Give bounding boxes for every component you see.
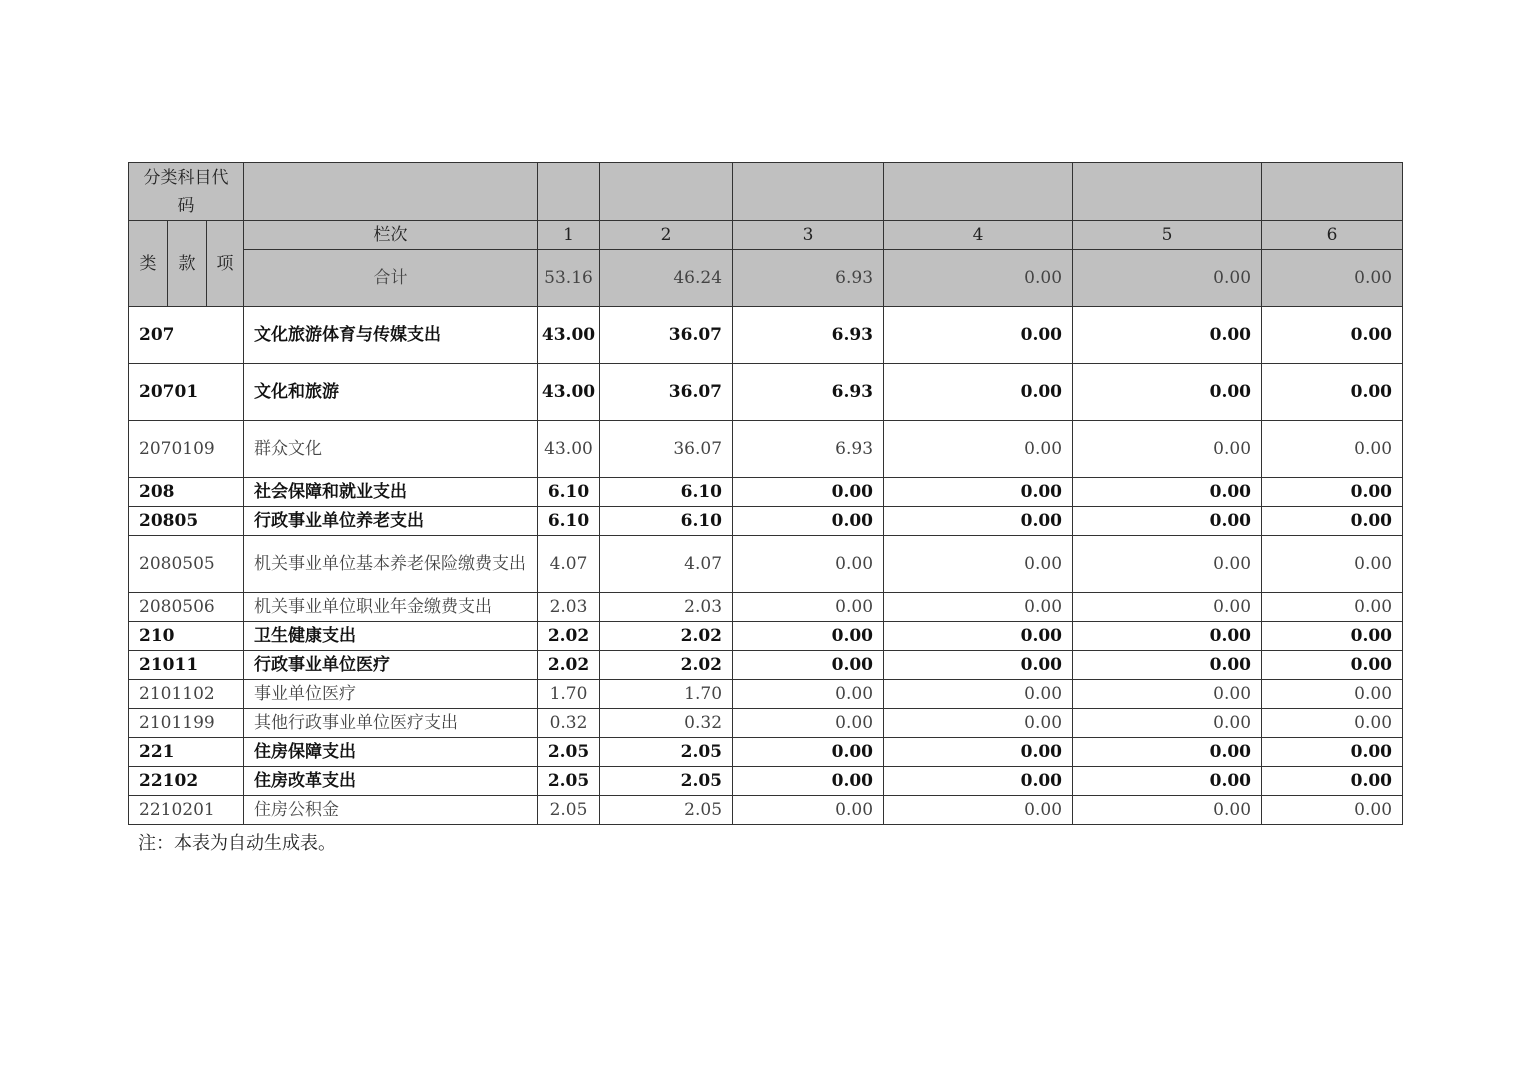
amount-cell: 36.07 [600, 421, 733, 478]
subject-code: 2101199 [129, 709, 244, 738]
amount-cell: 0.00 [1262, 364, 1403, 421]
amount-cell: 0.00 [733, 536, 884, 593]
subject-name: 行政事业单位医疗 [244, 651, 538, 680]
column-number: 2 [600, 221, 733, 250]
table-row [129, 593, 1403, 622]
amount-cell: 2.05 [600, 767, 733, 796]
subject-code: 2080505 [129, 536, 244, 593]
amount-cell: 2.02 [600, 651, 733, 680]
amount-cell: 0.00 [733, 651, 884, 680]
amount-cell: 4.07 [600, 536, 733, 593]
amount-cell: 0.00 [733, 680, 884, 709]
subject-name: 文化旅游体育与传媒支出 [244, 307, 538, 364]
amount-cell: 6.10 [600, 507, 733, 536]
amount-cell: 2.05 [538, 767, 600, 796]
amount-cell: 0.00 [884, 767, 1073, 796]
amount-cell: 0.00 [733, 478, 884, 507]
header-blank-cell [1262, 163, 1403, 221]
table-row [129, 364, 1403, 421]
amount-cell: 36.07 [600, 307, 733, 364]
subject-name: 住房保障支出 [244, 738, 538, 767]
column-number: 1 [538, 221, 600, 250]
subject-code: 20805 [129, 507, 244, 536]
subject-name: 群众文化 [244, 421, 538, 478]
amount-cell: 0.00 [1262, 622, 1403, 651]
xiang-header: 项 [207, 221, 244, 307]
amount-cell: 0.00 [1073, 478, 1262, 507]
subject-name: 住房改革支出 [244, 767, 538, 796]
amount-cell: 6.10 [538, 478, 600, 507]
total-row [129, 250, 1403, 307]
table-row [129, 622, 1403, 651]
total-value: 53.16 [538, 250, 600, 307]
subject-code: 210 [129, 622, 244, 651]
table-row [129, 767, 1403, 796]
subject-name: 文化和旅游 [244, 364, 538, 421]
amount-cell: 0.00 [884, 651, 1073, 680]
column-number: 3 [733, 221, 884, 250]
amount-cell: 0.00 [1262, 593, 1403, 622]
amount-cell: 0.00 [1262, 507, 1403, 536]
amount-cell: 0.00 [1262, 709, 1403, 738]
amount-cell: 0.32 [600, 709, 733, 738]
subject-name: 住房公积金 [244, 796, 538, 825]
amount-cell: 2.02 [538, 651, 600, 680]
table-row [129, 651, 1403, 680]
amount-cell: 0.00 [884, 709, 1073, 738]
amount-cell: 0.00 [884, 536, 1073, 593]
amount-cell: 0.32 [538, 709, 600, 738]
table-row [129, 307, 1403, 364]
table-row [129, 536, 1403, 593]
table-note: 注：本表为自动生成表。 [138, 833, 336, 854]
table-row [129, 796, 1403, 825]
amount-cell: 0.00 [1262, 767, 1403, 796]
subject-code: 2080506 [129, 593, 244, 622]
amount-cell: 43.00 [538, 307, 600, 364]
amount-cell: 0.00 [733, 709, 884, 738]
header-row-code [129, 163, 1403, 221]
subject-name: 事业单位医疗 [244, 680, 538, 709]
amount-cell: 0.00 [1262, 738, 1403, 767]
amount-cell: 1.70 [538, 680, 600, 709]
header-blank-cell [884, 163, 1073, 221]
subject-code: 221 [129, 738, 244, 767]
amount-cell: 0.00 [733, 622, 884, 651]
amount-cell: 0.00 [1262, 307, 1403, 364]
amount-cell: 43.00 [538, 421, 600, 478]
header-blank-cell [600, 163, 733, 221]
subject-name: 行政事业单位养老支出 [244, 507, 538, 536]
amount-cell: 0.00 [1262, 796, 1403, 825]
amount-cell: 0.00 [1073, 767, 1262, 796]
header-row-columns [129, 221, 1403, 250]
amount-cell: 2.03 [600, 593, 733, 622]
column-number: 4 [884, 221, 1073, 250]
lei-header: 类 [129, 221, 168, 307]
lanci-header: 栏次 [244, 221, 538, 250]
amount-cell: 36.07 [600, 364, 733, 421]
kuan-header: 款 [168, 221, 207, 307]
subject-name: 社会保障和就业支出 [244, 478, 538, 507]
subject-name: 机关事业单位职业年金缴费支出 [244, 593, 538, 622]
amount-cell: 2.05 [600, 738, 733, 767]
amount-cell: 0.00 [884, 507, 1073, 536]
amount-cell: 0.00 [733, 796, 884, 825]
total-value: 0.00 [1073, 250, 1262, 307]
column-number: 6 [1262, 221, 1403, 250]
total-label: 合计 [244, 250, 538, 307]
amount-cell: 0.00 [884, 421, 1073, 478]
amount-cell: 0.00 [1073, 593, 1262, 622]
subject-code: 2070109 [129, 421, 244, 478]
amount-cell: 0.00 [884, 622, 1073, 651]
data-rows [129, 307, 1403, 825]
subject-name: 卫生健康支出 [244, 622, 538, 651]
amount-cell: 2.05 [538, 738, 600, 767]
subject-code: 20701 [129, 364, 244, 421]
amount-cell: 0.00 [1073, 421, 1262, 478]
amount-cell: 0.00 [1073, 738, 1262, 767]
amount-cell: 0.00 [1262, 536, 1403, 593]
amount-cell: 0.00 [1073, 709, 1262, 738]
amount-cell: 2.02 [538, 622, 600, 651]
amount-cell: 2.03 [538, 593, 600, 622]
header-blank-cell [244, 163, 538, 221]
amount-cell: 4.07 [538, 536, 600, 593]
header-blank-cell [733, 163, 884, 221]
amount-cell: 0.00 [733, 593, 884, 622]
amount-cell: 43.00 [538, 364, 600, 421]
amount-cell: 0.00 [884, 738, 1073, 767]
total-value: 6.93 [733, 250, 884, 307]
header-blank-cell [538, 163, 600, 221]
amount-cell: 0.00 [1073, 796, 1262, 825]
amount-cell: 0.00 [1262, 651, 1403, 680]
table-row [129, 507, 1403, 536]
amount-cell: 0.00 [1073, 651, 1262, 680]
header-blank-cell [1073, 163, 1262, 221]
table-row [129, 738, 1403, 767]
amount-cell: 0.00 [733, 738, 884, 767]
table-row [129, 709, 1403, 738]
category-code-header: 分类科目代码 [129, 163, 244, 221]
amount-cell: 0.00 [733, 507, 884, 536]
amount-cell: 0.00 [884, 796, 1073, 825]
column-number: 5 [1073, 221, 1262, 250]
total-value: 46.24 [600, 250, 733, 307]
amount-cell: 6.93 [733, 364, 884, 421]
amount-cell: 2.05 [600, 796, 733, 825]
subject-code: 2210201 [129, 796, 244, 825]
budget-table [128, 162, 1403, 825]
amount-cell: 2.02 [600, 622, 733, 651]
amount-cell: 6.10 [538, 507, 600, 536]
amount-cell: 6.93 [733, 421, 884, 478]
amount-cell: 0.00 [1073, 307, 1262, 364]
subject-code: 207 [129, 307, 244, 364]
amount-cell: 1.70 [600, 680, 733, 709]
amount-cell: 0.00 [1073, 507, 1262, 536]
amount-cell: 0.00 [733, 767, 884, 796]
amount-cell: 0.00 [884, 364, 1073, 421]
table-row [129, 478, 1403, 507]
amount-cell: 6.93 [733, 307, 884, 364]
amount-cell: 0.00 [1073, 680, 1262, 709]
table-row [129, 421, 1403, 478]
subject-name: 机关事业单位基本养老保险缴费支出 [244, 536, 538, 593]
amount-cell: 0.00 [1262, 478, 1403, 507]
amount-cell: 0.00 [884, 680, 1073, 709]
subject-name: 其他行政事业单位医疗支出 [244, 709, 538, 738]
subject-code: 22102 [129, 767, 244, 796]
amount-cell: 0.00 [1262, 680, 1403, 709]
subject-code: 21011 [129, 651, 244, 680]
amount-cell: 0.00 [1073, 622, 1262, 651]
table-row [129, 680, 1403, 709]
amount-cell: 0.00 [1073, 364, 1262, 421]
subject-code: 208 [129, 478, 244, 507]
amount-cell: 0.00 [1073, 536, 1262, 593]
subject-code: 2101102 [129, 680, 244, 709]
amount-cell: 2.05 [538, 796, 600, 825]
total-value: 0.00 [884, 250, 1073, 307]
amount-cell: 0.00 [884, 307, 1073, 364]
amount-cell: 0.00 [884, 478, 1073, 507]
total-value: 0.00 [1262, 250, 1403, 307]
amount-cell: 0.00 [884, 593, 1073, 622]
amount-cell: 0.00 [1262, 421, 1403, 478]
amount-cell: 6.10 [600, 478, 733, 507]
